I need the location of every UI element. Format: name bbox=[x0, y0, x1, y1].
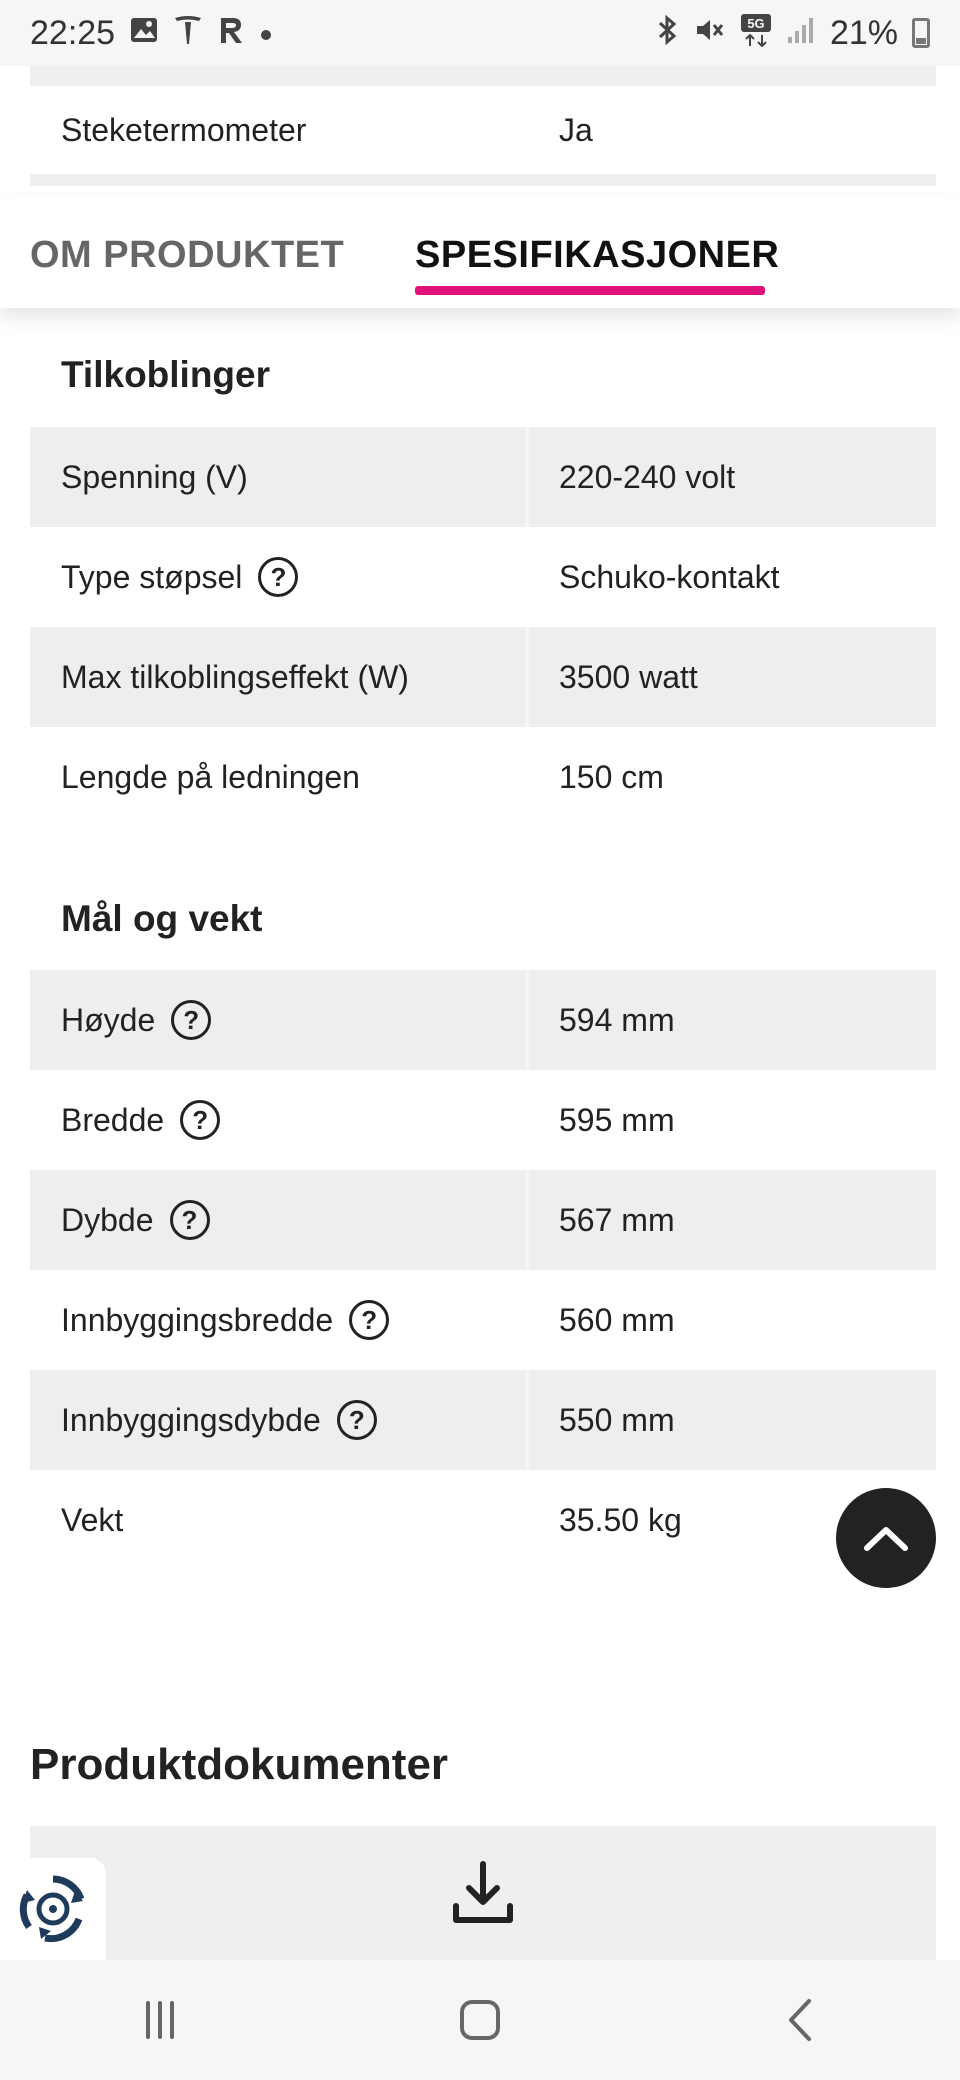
column-divider bbox=[525, 1170, 529, 1270]
spec-value: 550 mm bbox=[559, 1401, 675, 1438]
system-nav-bar bbox=[0, 1960, 960, 2080]
spec-value: 560 mm bbox=[559, 1301, 675, 1338]
spec-row bbox=[30, 1470, 936, 1570]
bluetooth-icon bbox=[654, 14, 680, 52]
column-divider bbox=[525, 1370, 529, 1470]
spec-label: Bredde ? bbox=[61, 1100, 220, 1140]
spec-label: Høyde ? bbox=[61, 1000, 211, 1040]
section-title-produktdokumenter: Produktdokumenter bbox=[30, 1740, 449, 1789]
spec-label: Innbyggingsbredde ? bbox=[61, 1300, 389, 1340]
spec-table-mal-og-vekt bbox=[30, 970, 936, 1570]
signal-icon bbox=[786, 15, 816, 51]
status-bar bbox=[0, 0, 960, 66]
spec-value: Schuko-kontakt bbox=[559, 558, 780, 595]
recent-apps-icon bbox=[140, 2000, 180, 2040]
spec-row bbox=[30, 1370, 936, 1470]
spec-label: Dybde ? bbox=[61, 1200, 210, 1240]
spec-row bbox=[30, 527, 936, 627]
status-time: 22:25 bbox=[30, 13, 116, 52]
section-title-mal-og-vekt: Mål og vekt bbox=[61, 898, 263, 939]
spec-table-tilkoblinger bbox=[30, 427, 936, 827]
spec-value: 3500 watt bbox=[559, 658, 698, 695]
recycle-widget-button[interactable] bbox=[0, 1858, 106, 1960]
spec-label: Spenning (V) bbox=[61, 458, 248, 495]
spec-row bbox=[30, 627, 936, 727]
help-icon[interactable]: ? bbox=[258, 557, 298, 597]
tab-om-produktet[interactable]: OM PRODUKTET bbox=[30, 234, 345, 276]
spec-row-partial bbox=[30, 66, 936, 186]
spec-label: Innbyggingsdybde ? bbox=[61, 1400, 377, 1440]
download-icon bbox=[451, 1860, 515, 1926]
tab-spesifikasjoner[interactable]: SPESIFIKASJONER bbox=[415, 234, 780, 276]
recent-apps-button[interactable] bbox=[120, 1980, 200, 2060]
spec-row bbox=[30, 970, 936, 1070]
section-title-tilkoblinger: Tilkoblinger bbox=[61, 354, 271, 395]
spec-value: 35.50 kg bbox=[559, 1501, 682, 1538]
product-tabs bbox=[0, 196, 960, 308]
mute-icon bbox=[694, 15, 726, 51]
home-button[interactable] bbox=[440, 1980, 520, 2060]
column-divider bbox=[525, 970, 529, 1070]
r-app-icon bbox=[217, 15, 245, 51]
gallery-icon bbox=[129, 15, 159, 51]
spec-row bbox=[30, 727, 936, 827]
battery-icon bbox=[912, 18, 930, 48]
home-icon bbox=[458, 1998, 502, 2042]
spec-label: Steketermometer bbox=[61, 111, 307, 148]
help-icon[interactable]: ? bbox=[337, 1400, 377, 1440]
svg-text:5G: 5G bbox=[747, 16, 765, 31]
tesla-icon bbox=[173, 14, 203, 52]
spec-row bbox=[30, 427, 936, 527]
spec-value: 594 mm bbox=[559, 1001, 675, 1038]
spec-value: Ja bbox=[559, 111, 593, 148]
spec-row bbox=[30, 1270, 936, 1370]
back-icon bbox=[785, 1997, 815, 2043]
spec-value: 595 mm bbox=[559, 1101, 675, 1138]
column-divider bbox=[525, 427, 529, 527]
battery-percent: 21% bbox=[829, 13, 898, 52]
help-icon[interactable]: ? bbox=[170, 1200, 210, 1240]
document-download-card[interactable] bbox=[30, 1826, 936, 1960]
help-icon[interactable]: ? bbox=[349, 1300, 389, 1340]
spec-value: 150 cm bbox=[559, 758, 664, 795]
notification-dot-icon bbox=[259, 18, 273, 48]
spec-row bbox=[30, 1070, 936, 1170]
spec-row bbox=[30, 1170, 936, 1270]
spec-label: Vekt bbox=[61, 1501, 124, 1538]
column-divider bbox=[525, 627, 529, 727]
active-tab-indicator bbox=[415, 286, 765, 295]
scroll-to-top-button[interactable] bbox=[836, 1488, 936, 1588]
back-button[interactable] bbox=[760, 1980, 840, 2060]
spec-label: Max tilkoblingseffekt (W) bbox=[61, 658, 409, 695]
help-icon[interactable]: ? bbox=[180, 1100, 220, 1140]
spec-value: 567 mm bbox=[559, 1201, 675, 1238]
chevron-up-icon bbox=[862, 1523, 910, 1553]
spec-label: Type støpsel ? bbox=[61, 557, 298, 597]
network-5g-icon bbox=[740, 13, 772, 53]
recycle-wheel-icon bbox=[17, 1873, 89, 1945]
spec-value: 220-240 volt bbox=[559, 458, 736, 495]
spec-label: Lengde på ledningen bbox=[61, 758, 360, 795]
help-icon[interactable]: ? bbox=[171, 1000, 211, 1040]
